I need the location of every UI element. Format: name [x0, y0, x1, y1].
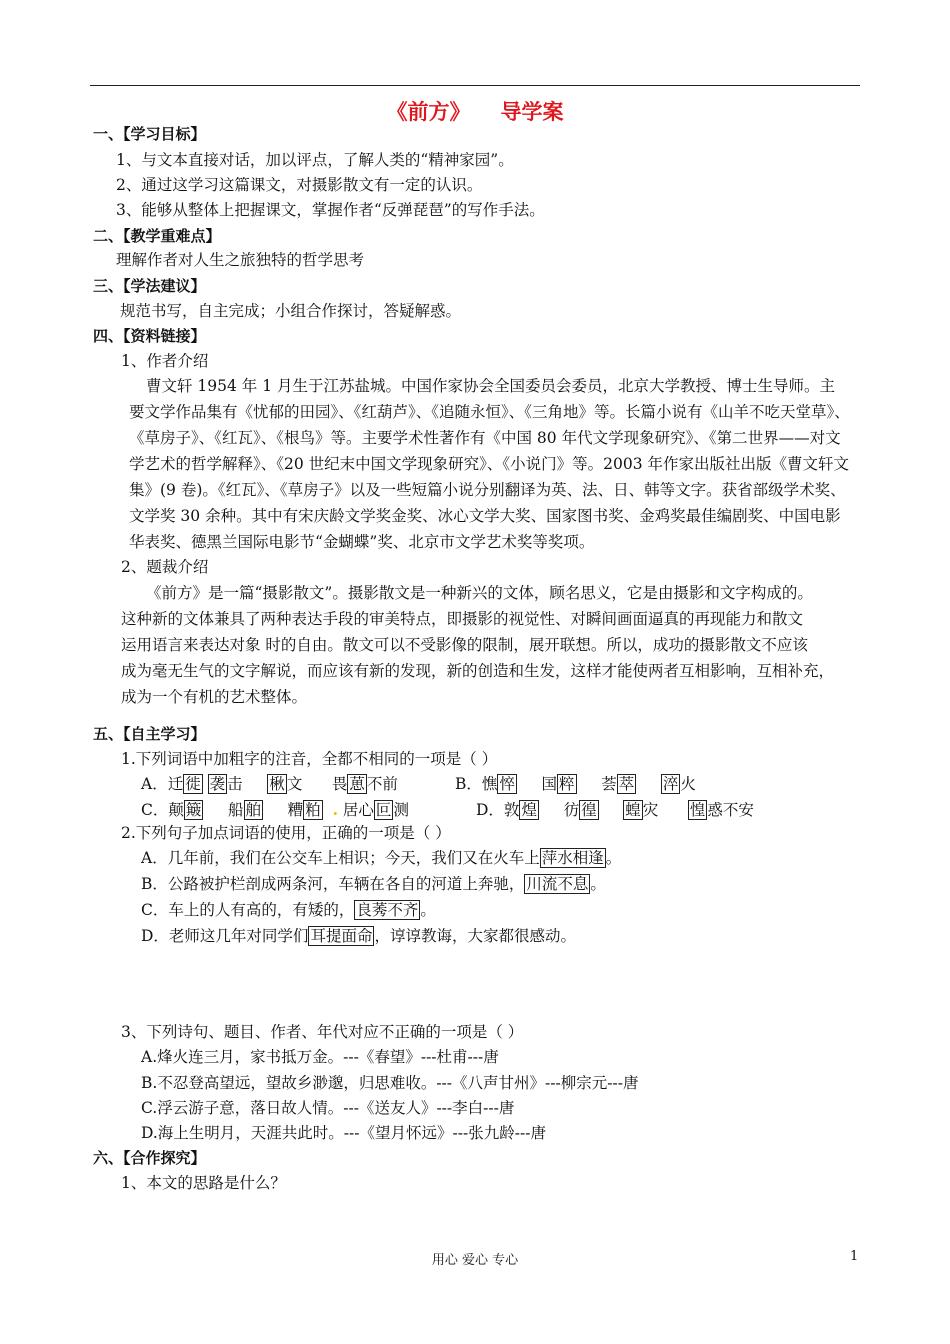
sec1-item-2: 2、通过这学习这篇课文，对摄影散文有一定的认识。	[116, 176, 483, 194]
title-part1: 《前方》	[386, 99, 471, 124]
genre-line-5: 成为一个有机的艺术整体。	[121, 688, 308, 706]
q1-option-c: C．颠 簸 船 舶 糟 粕 . 居心 叵 测	[141, 800, 409, 819]
sec1-item-1: 1、与文本直接对话，加以评点，了解人类的“精神家园”。	[116, 151, 514, 169]
sec1-heading: 一、【学习目标】	[93, 125, 206, 143]
q3-option-d: D.海上生明月，天涯共此时。---《望月怀远》---张九龄---唐	[141, 1124, 546, 1142]
page-number: 1	[850, 1249, 859, 1264]
q2-option-c: C．车上的人有高的，有矮的， 良莠不齐 。	[141, 901, 436, 919]
sec6-heading: 六、【合作探究】	[93, 1149, 206, 1167]
sec1-item-3: 3、能够从整体上把握课文，掌握作者“反弹琵琶”的写作手法。	[116, 201, 545, 219]
author-line-2: 要文学作品集有《忧郁的田园》、《红葫芦》、《追随永恒》、《三角地》等。长篇小说有《山羊不吃天堂草》、	[129, 403, 850, 421]
sec3-heading: 三、【学法建议】	[93, 277, 206, 295]
author-line-3: 《草房子》、《红瓦》、《根鸟》等。主要学术性著作有《中国 80 年代文学现象研究》、《第二世界——对文	[129, 429, 841, 447]
author-line-4: 学艺术的哲学解释》、《20 世纪末中国文学现象研究》、《小说门》等。2003 年作家出版社出版《曹文轩文	[129, 455, 850, 473]
yellow-dot-mark: .	[332, 800, 338, 819]
genre-line-1: 《前方》是一篇“摄影散文”。摄影散文是一种新兴的文体，顾名思义，它是由摄影和文字构成的。	[146, 584, 813, 602]
sec4-sub1: 1、作者介绍	[121, 352, 209, 370]
q3-option-a: A.烽火连三月，家书抵万金。---《春望》---杜甫---唐	[141, 1048, 499, 1066]
q1-option-a: A．迁 徙 袭 击 楸 文 畏 葸 不前	[141, 775, 398, 793]
genre-line-4: 成为毫无生气的文字解说，而应该有新的发现，新的创造和生发，这样才能使两者互相影响，互相补充，	[121, 662, 835, 680]
sec4-sub2: 2、题裁介绍	[121, 558, 209, 576]
sec2-text: 理解作者对人生之旅独特的哲学思考	[116, 251, 365, 269]
sec3-text: 规范书写，自主完成；小组合作探讨，答疑解惑。	[120, 302, 462, 320]
q1-option-d: D．敦 煌 彷 徨 蝗 灾 惶 惑不安	[476, 801, 754, 819]
author-line-6: 文学奖 30 余种。其中有宋庆龄文学奖金奖、冰心文学大奖、国家图书奖、金鸡奖最佳编剧奖、中国电影	[129, 507, 841, 525]
q1-stem: 1.下列词语中加粗字的注音，全都不相同的一项是（ ）	[121, 750, 498, 768]
q1-option-b: B．憔 悴 国 粹 荟 萃 淬 火	[455, 775, 696, 793]
sec4-heading: 四、【资料链接】	[93, 327, 206, 345]
author-line-7: 华表奖、德黑兰国际电影节“金蝴蝶”奖、北京市文学艺术奖等奖项。	[129, 533, 595, 551]
q3-option-c: C.浮云游子意，落日故人情。---《送友人》---李白---唐	[141, 1099, 515, 1117]
sec2-heading: 二、【教学重难点】	[93, 227, 221, 245]
q3-option-b: B.不忍登高望远，望故乡渺邈，归思难收。---《八声甘州》---柳宗元---唐	[141, 1074, 639, 1092]
genre-line-3: 运用语言来表达对象 时的自由。散文可以不受影像的限制，展开联想。所以，成功的摄影散文不应该	[121, 636, 808, 654]
author-line-5: 集》(9 卷)。《红瓦》、《草房子》以及一些短篇小说分别翻译为英、法、日、韩等文字。获省部级学术奖、	[129, 481, 846, 499]
author-line-1: 曹文轩 1954 年 1 月生于江苏盐城。中国作家协会全国委员会委员，北京大学教授、博士生导师。主	[146, 377, 836, 395]
header-rule	[90, 85, 860, 86]
q2-option-b: B．公路被护栏剖成两条河，车辆在各自的河道上奔驰， 川流不息 。	[141, 875, 606, 893]
sec6-q1: 1、本文的思路是什么？	[121, 1174, 286, 1192]
genre-line-2: 这种新的文体兼具了两种表达手段的审美特点，即摄影的视觉性、对瞬间画面逼真的再现能力和散文	[121, 610, 804, 628]
page-footer: 用心 爱心 专心	[431, 1253, 519, 1268]
q2-stem: 2.下列句子加点词语的使用，正确的一项是（ ）	[121, 824, 451, 842]
q2-option-d: D．老师这几年对同学们 耳提面命 ，谆谆教诲，大家都很感动。	[141, 927, 576, 945]
page-title	[0, 96, 950, 126]
q3-stem: 3、下列诗句、题目、作者、年代对应不正确的一项是（ ）	[121, 1023, 524, 1041]
q2-option-a: A．几年前，我们在公交车上相识；今天，我们又在火车上 萍水相逢 。	[141, 849, 622, 867]
title-part2: 导学案	[500, 99, 564, 124]
sec5-heading: 五、【自主学习】	[93, 725, 206, 743]
